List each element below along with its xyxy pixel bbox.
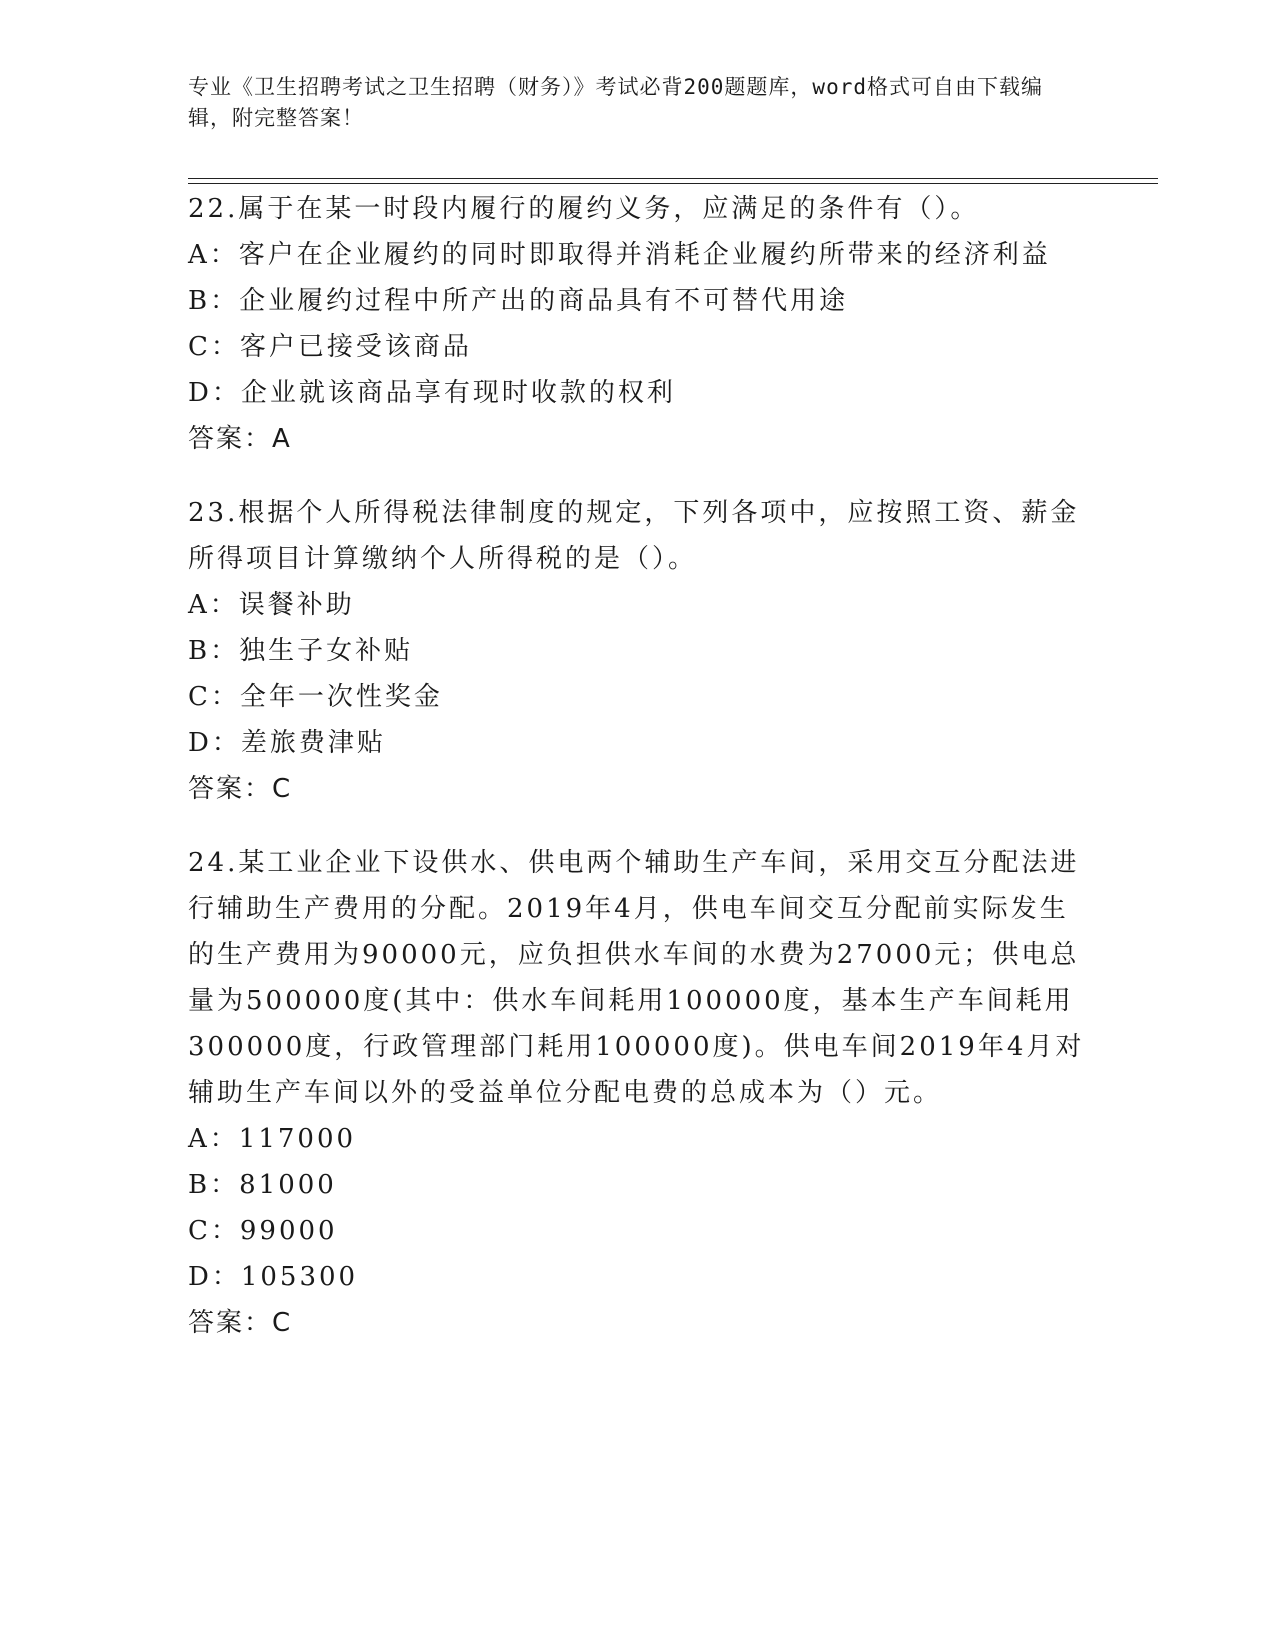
question-stem: 24.某工业企业下设供水、供电两个辅助生产车间，采用交互分配法进行辅助生产费用的分配。2019年4月，供电车间交互分配前实际发生的生产费用为90000元，应负担供水车间的水费为27000元；供电总量为500000度(其中：供水车间耗用100000度，基本生产车间耗用300000度，行政管理部门耗用100000度)。供电车间2019年4月对辅助生产车间以外的受益单位分配电费的总成本为（）元。 xyxy=(188,848,1085,1108)
header-divider-top xyxy=(188,178,1158,179)
option-a: A：误餐补助 xyxy=(188,590,355,620)
question-23 xyxy=(188,490,1088,812)
option-d: D：企业就该商品享有现时收款的权利 xyxy=(188,378,676,408)
option-a: A：117000 xyxy=(188,1124,357,1154)
option-b: B：81000 xyxy=(188,1170,337,1200)
answer: 答案：A xyxy=(188,424,292,454)
option-c: C：客户已接受该商品 xyxy=(188,332,472,362)
option-d: D：差旅费津贴 xyxy=(188,728,386,758)
option-b: B：独生子女补贴 xyxy=(188,636,414,666)
question-stem: 23.根据个人所得税法律制度的规定，下列各项中，应按照工资、薪金所得项目计算缴纳个人所得税的是（）。 xyxy=(188,498,1080,574)
header-divider-bottom xyxy=(188,183,1158,184)
question-stem: 22.属于在某一时段内履行的履约义务，应满足的条件有（）。 xyxy=(188,194,980,224)
question-22 xyxy=(188,186,1088,462)
answer: 答案：C xyxy=(188,1308,293,1338)
option-c: C：99000 xyxy=(188,1216,338,1246)
option-c: C：全年一次性奖金 xyxy=(188,682,443,712)
option-a: A：客户在企业履约的同时即取得并消耗企业履约所带来的经济利益 xyxy=(188,240,1051,270)
question-24 xyxy=(188,840,1088,1346)
option-b: B：企业履约过程中所产出的商品具有不可替代用途 xyxy=(188,286,849,316)
document-header: 专业《卫生招聘考试之卫生招聘（财务）》考试必背200题题库，word格式可自由下载编辑，附完整答案！ xyxy=(188,75,1043,130)
option-d: D：105300 xyxy=(188,1262,359,1292)
answer: 答案：C xyxy=(188,774,293,804)
